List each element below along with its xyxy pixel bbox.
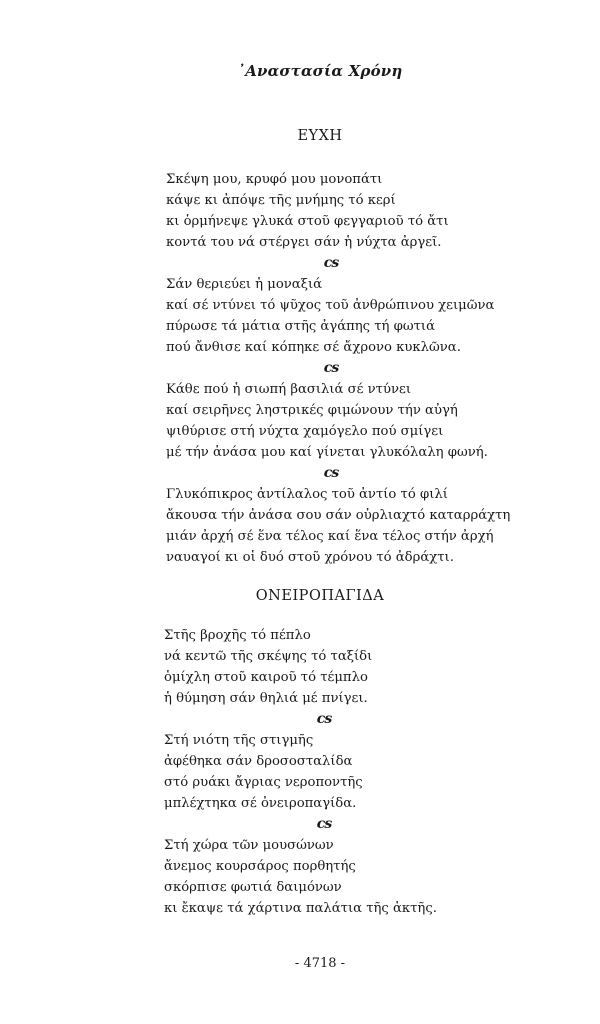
stanza-ornament-icon: cs — [323, 465, 339, 481]
poem-line: ψιθύρισε στή νύχτα χαμόγελο πού σμίγει — [166, 424, 444, 439]
poem-title-oneiropagida: ΟΝΕΙΡΟΠΑΓΙΔΑ — [255, 588, 385, 604]
poem-line: μιάν ἀρχή σέ ἕνα τέλος καί ἕνα τέλος στήν ἀρχή — [166, 529, 494, 544]
poem-line: Γλυκόπικρος ἀντίλαλος τοῦ ἀντίο τό φιλί — [166, 487, 448, 502]
poem-line: ἄνεμος κουρσάρος πορθητής — [164, 859, 356, 874]
stanza-ornament-icon: cs — [323, 360, 339, 376]
poem-line: κι ὁρμήνεψε γλυκά στοῦ φεγγαριοῦ τό ἄτι — [166, 214, 449, 229]
poem-line: Κάθε πού ἡ σιωπή βασιλιά σέ ντύνει — [166, 382, 412, 397]
poem-line: στό ρυάκι ἄγριας νεροποντῆς — [164, 775, 363, 790]
poem-line: καί σειρῆνες ληστρικές φιμώνουν τήν αὐγή — [166, 403, 458, 418]
poem-line: Σάν θεριεύει ἡ μοναξιά — [166, 277, 323, 292]
poem-title-euchi: ΕΥΧΗ — [297, 128, 343, 144]
poem-line: Στῆς βροχῆς τό πέπλο — [164, 628, 311, 643]
poem-line: μέ τήν ἀνάσα μου καί γίνεται γλυκόλαλη φωνή. — [166, 445, 488, 460]
page-number: - 4718 - — [294, 956, 346, 971]
poem-line: πύρωσε τά μάτια στῆς ἀγάπης τή φωτιά — [166, 319, 436, 334]
poem-body-oneiropagida — [164, 625, 494, 919]
stanza-ornament-icon: cs — [323, 255, 339, 271]
poem-line: καί σέ ντύνει τό ψῦχος τοῦ ἀνθρώπινου χειμῶνα — [166, 298, 495, 313]
author-name: ᾿Αναστασία Χρόνη — [237, 62, 403, 80]
poem-line: Στή νιότη τῆς στιγμῆς — [164, 733, 314, 748]
poem-line: ἄκουσα τήν ἀνάσα σου σάν οὐρλιαχτό καταρράχτη — [166, 508, 511, 523]
poem-line: σκόρπισε φωτιά δαιμόνων — [164, 880, 342, 895]
poem-line: ναυαγοί κι οἱ δυό στοῦ χρόνου τό ἀδράχτι. — [166, 550, 454, 565]
poem-line: ἡ θύμηση σάν θηλιά μέ πνίγει. — [164, 691, 368, 706]
poem-line: ὁμίχλη στοῦ καιροῦ τό τέμπλο — [164, 670, 368, 685]
poem-body-euchi — [166, 169, 511, 568]
stanza-ornament-icon: cs — [316, 711, 332, 727]
poem-line: Στή χώρα τῶν μουσώνων — [164, 838, 334, 853]
poem-line: κοντά του νά στέργει σάν ἡ νύχτα ἀργεῖ. — [166, 235, 442, 250]
stanza-ornament-icon: cs — [316, 816, 332, 832]
poem-line: κι ἔκαψε τά χάρτινα παλάτια τῆς ἀκτῆς. — [164, 901, 437, 916]
poem-line: ἀφέθηκα σάν δροσοσταλίδα — [164, 754, 353, 769]
poem-line: κάψε κι ἀπόψε τῆς μνήμης τό κερί — [166, 193, 396, 208]
poem-line: νά κεντῶ τῆς σκέψης τό ταξίδι — [164, 649, 373, 664]
poem-line: μπλέχτηκα σέ ὀνειροπαγίδα. — [164, 796, 357, 811]
poem-line: Σκέψη μου, κρυφό μου μονοπάτι — [166, 172, 383, 187]
poem-line: πού ἄνθισε καί κόπηκε σέ ἄχρονο κυκλῶνα. — [166, 340, 461, 355]
